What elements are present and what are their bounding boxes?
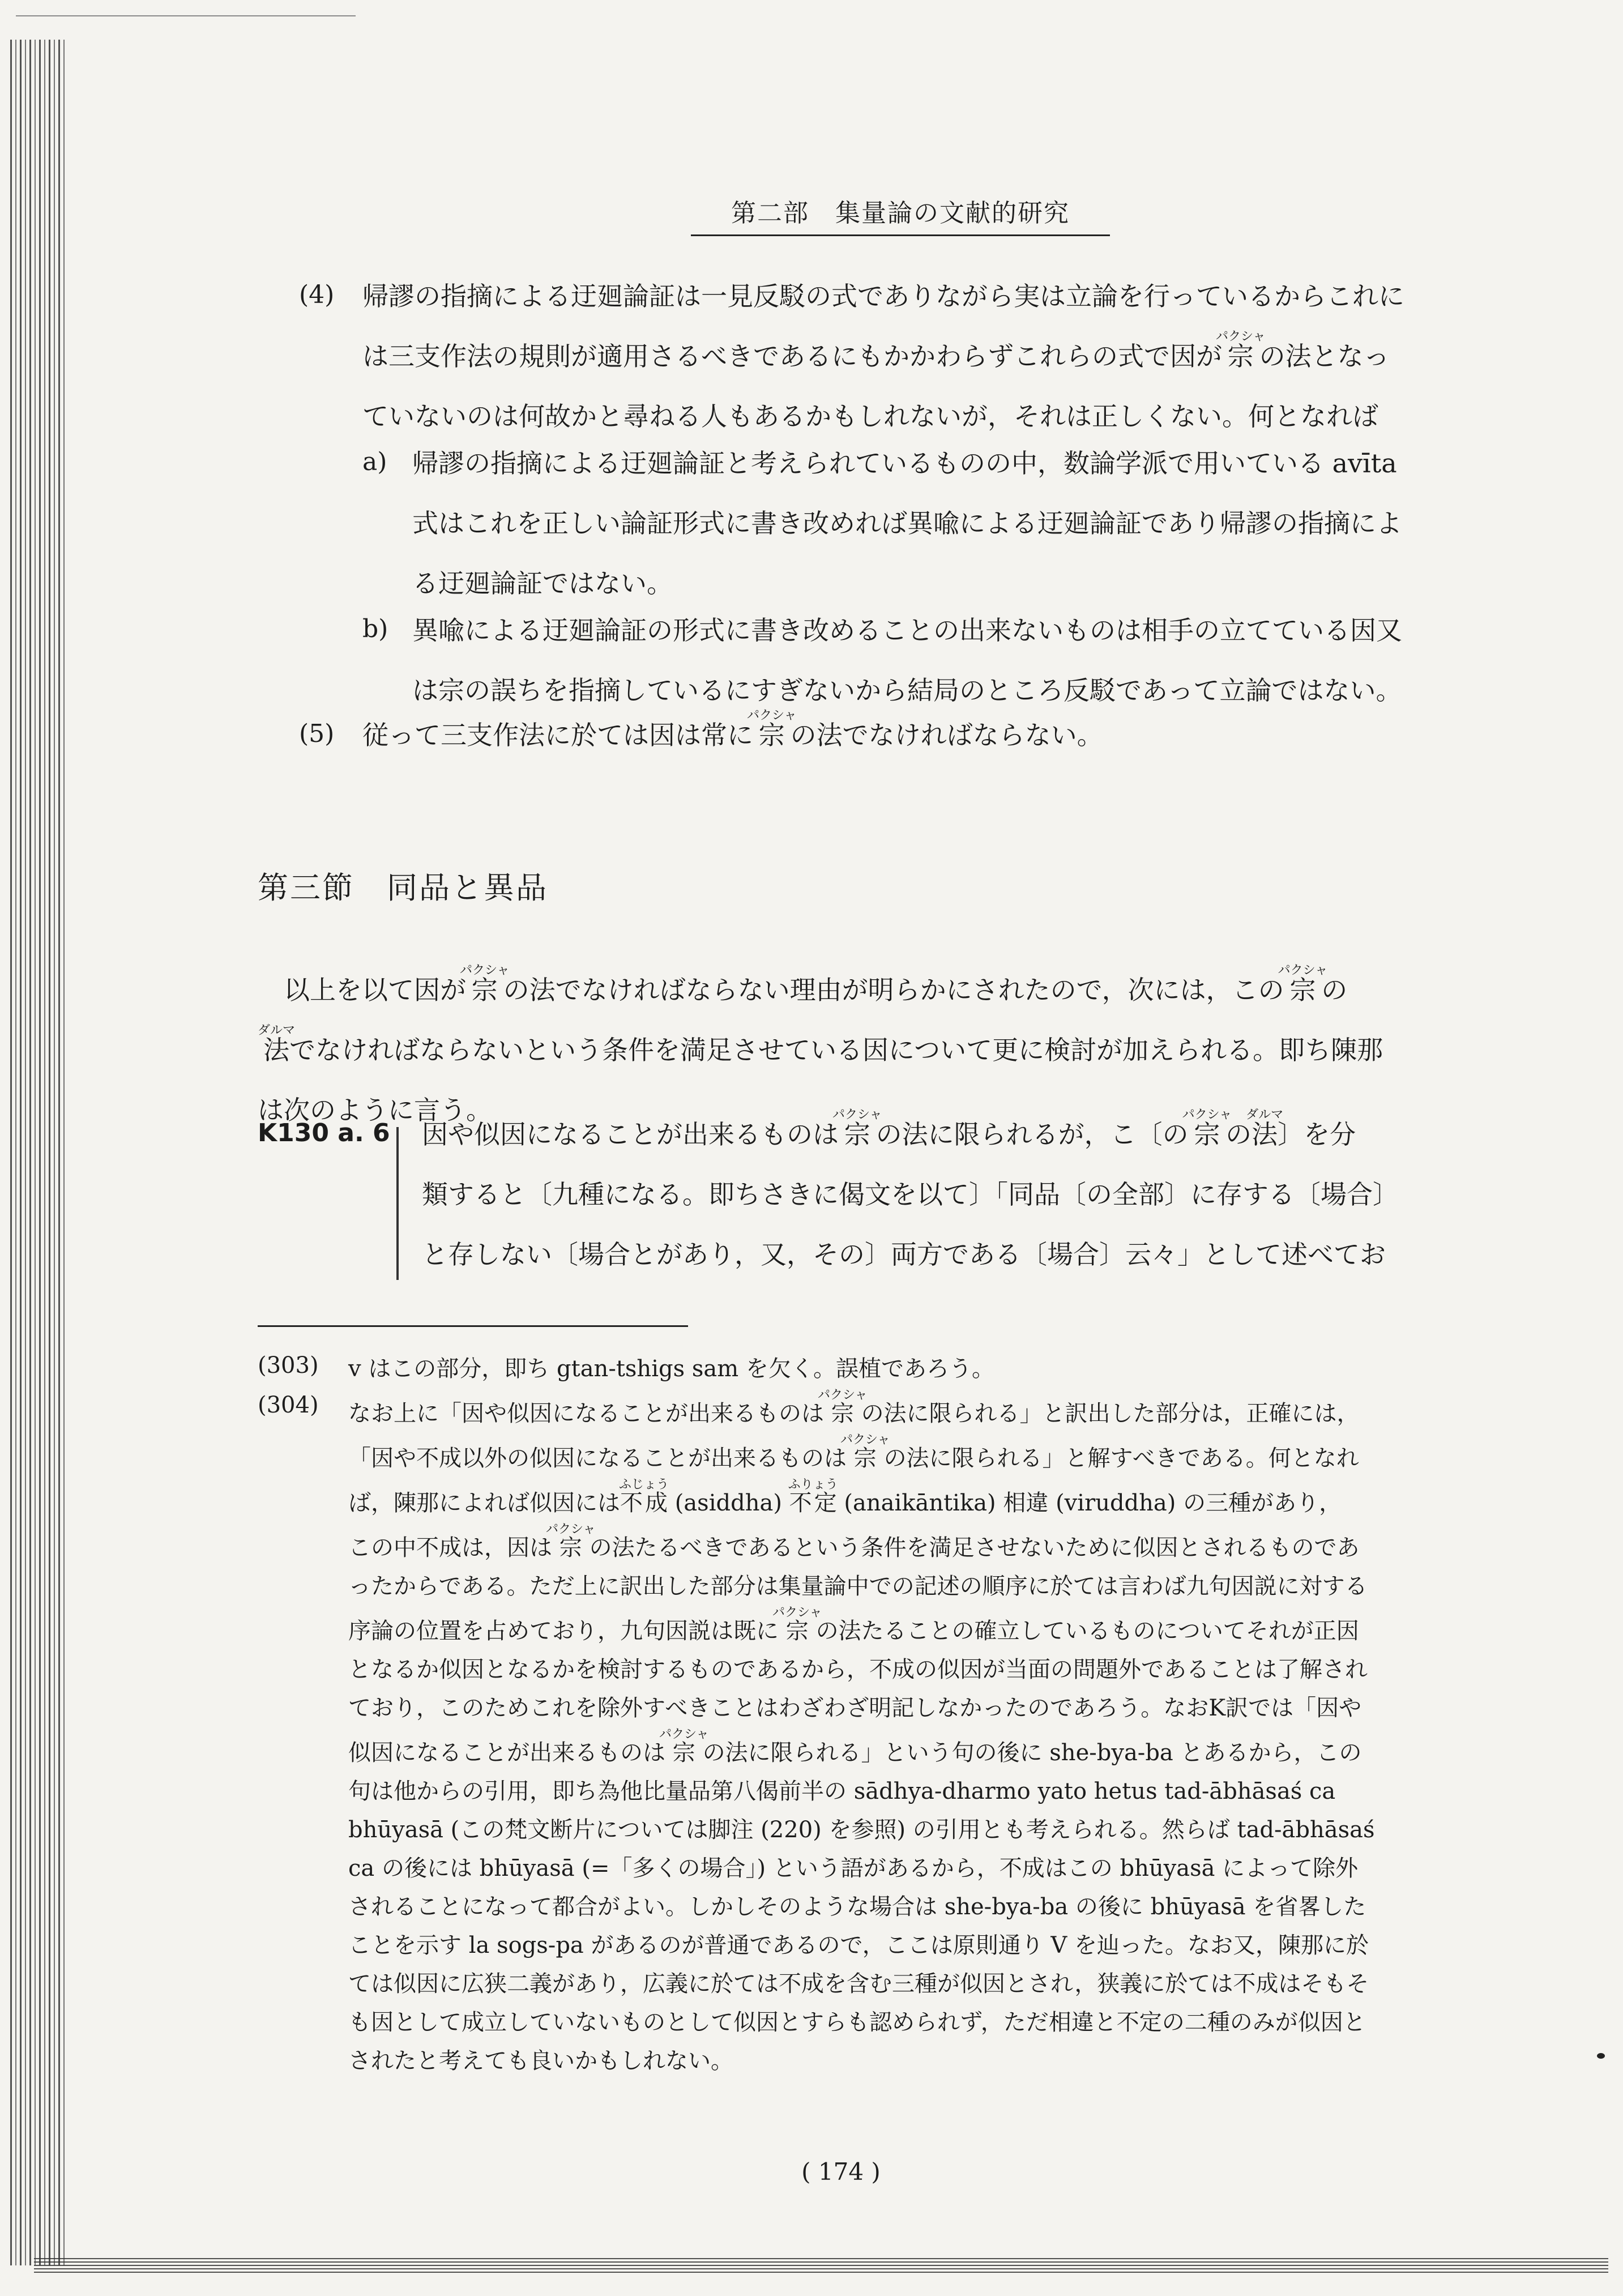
footnote-line: なお上に「因や似因になることが出来るものは宗パクシャの法に限られる」と訳出した部分は，正確には， [348, 1388, 1360, 1427]
point-5-line: 従って三支作法に於ては因は常に宗パクシャの法でなければならない。 [362, 709, 1103, 750]
footnote-303-text: v はこの部分，即ち gtan-tshigs sam を欠く。誤植であろう。 [348, 1356, 995, 1382]
ruby-shu: 宗パクシャ [840, 1433, 890, 1471]
ruby-shu: 宗パクシャ [1278, 963, 1328, 1005]
ruby-shu: 宗パクシャ [772, 1606, 822, 1644]
quote-text [422, 1104, 1399, 1284]
ruby-shu: 宗パクシャ [1216, 330, 1266, 372]
footnote-rule [258, 1325, 688, 1327]
page-number: ( 174 ) [801, 2158, 881, 2186]
quote-line: と存しない〔場合とがあり，又，その〕両方である〔場合〕云々」として述べてお [422, 1239, 1386, 1270]
ruby-fujo: 不成ふじょう [619, 1478, 669, 1516]
footnote-line: 序論の位置を占めており，九句因説は既に宗パクシャの法たることの確立しているものについてそれが正因 [348, 1606, 1359, 1644]
footnote-304 [348, 1388, 1375, 2080]
footnote-line: ことを示す la sogs-pa があるのが普通であるので，ここは原則通り V を辿った。なお又，陳那に於 [348, 1932, 1369, 1958]
ruby-ho: 法ダルマ [1246, 1108, 1284, 1150]
footnote-303 [348, 1350, 994, 1388]
binding-shadow [10, 40, 67, 2265]
point-4a-line: 帰謬の指摘による迂廻論証と考えられているものの中，数論学派で用いている avīta [412, 448, 1397, 479]
bottom-edge-shadow [34, 2257, 1608, 2273]
section-title: 第三節 同品と異品 [258, 870, 548, 906]
footnote-303-number: (303) [258, 1352, 319, 1379]
section-intro-line: は次のように言う。 [258, 1095, 492, 1125]
point-4a-line: 式はこれを正しい論証形式に書き改めれば異喩による迂廻論証であり帰謬の指摘によ [412, 508, 1402, 539]
quote-line: 類すると〔九種になる。即ちさきに偈文を以て〕「同品〔の全部〕に存する〔場合〕 [422, 1179, 1399, 1210]
footnote-304-number: (304) [258, 1392, 319, 1418]
quote-line: 因や似因になることが出来るものは宗パクシャの法に限られるが，こ〔の宗パクシャの法ダルマ〕を分 [422, 1108, 1356, 1150]
point-4b-line: は宗の誤ちを指摘しているにすぎないから結局のところ反駁であって立論ではない。 [412, 675, 1402, 706]
footnote-line: 「因や不成以外の似因になることが出来るものは宗パクシャの法に限られる」と解すべきである。何となれ [348, 1433, 1359, 1471]
footnote-line: されたと考えても良いかもしれない。 [348, 2048, 733, 2074]
ink-speck [1597, 2053, 1605, 2059]
footnote-line: 似因になることが出来るものは宗パクシャの法に限られる」という句の後に she-bya-ba とあるから，この [348, 1727, 1362, 1766]
ruby-shu: 宗パクシャ [546, 1522, 596, 1561]
footnote-line: ば，陳那によれば似因には不成ふじょう (asiddha) 不定ふりょう (anaikāntika) 相違 (viruddha) の三種があり， [348, 1478, 1342, 1516]
ruby-shu: 宗パクシャ [1182, 1108, 1232, 1150]
point-4b-line: 異喩による迂廻論証の形式に書き改めることの出来ないものは相手の立てている因又 [412, 615, 1402, 646]
section-intro-line: 以上を以て因が宗パクシャの法でなければならない理由が明らかにされたので，次には，この宗パクシャの [284, 963, 1348, 1005]
point-5-number: (5) [299, 719, 335, 748]
ruby-shu: 宗パクシャ [659, 1727, 709, 1766]
ruby-shu: 宗パクシャ [832, 1108, 882, 1150]
footnote-line: ては似因に広狭二義があり，広義に於ては不成を含む三種が似因とされ，狭義に於ては不成はそもそ [348, 1971, 1369, 1997]
point-4b-text [412, 600, 1402, 720]
point-4-text [362, 266, 1404, 446]
ruby-fujo2: 不定ふりょう [788, 1478, 838, 1516]
footnote-line: も因として成立していないものとして似因とすらも認められず，ただ相違と不定の二種のみが似因と [348, 2009, 1366, 2035]
point-5-text [362, 705, 1103, 765]
footnote-line: ったからである。ただ上に訳出した部分は集量論中での記述の順序に於ては言わば九句因説に対する [348, 1573, 1368, 1599]
point-4-number: (4) [299, 280, 335, 309]
footnote-line: となるか似因となるかを検討するものであるから，不成の似因が当面の問題外であることは了解され [348, 1657, 1368, 1683]
quote-bar [396, 1127, 399, 1280]
footnote-line: この中不成は，因は宗パクシャの法たるべきであるという条件を満足させないために似因とされるものであ [348, 1522, 1360, 1561]
ruby-shu: 宗パクシャ [818, 1388, 868, 1427]
quote-reference: K130 a. 6 [258, 1119, 390, 1147]
footnote-line: bhūyasā (この梵文断片については脚注 (220) を参照) の引用とも考えられる。然らば tad-ābhāsaś [348, 1817, 1375, 1843]
section-intro-line: 法ダルマでなければならないという条件を満足させている因について更に検討が加えられる。即ち陳那 [258, 1023, 1383, 1065]
point-4a-line: る迂廻論証ではない。 [412, 568, 673, 599]
point-4-line: 帰謬の指摘による迂廻論証は一見反駁の式でありながら実は立論を行っているからこれに [362, 281, 1404, 311]
footnote-line: ca の後には bhūyasā (=「多くの場合」) という語があるから，不成はこの bhūyasā によって除外 [348, 1855, 1359, 1881]
running-header: 第二部 集量論の文献的研究 [691, 193, 1110, 236]
footnote-line: ており，このためこれを除外すべきことはわざわざ明記しなかったのであろう。なおK訳では「因や [348, 1695, 1362, 1721]
point-4a-label: a) [362, 447, 387, 476]
footnote-line: 句は他からの引用，即ち為他比量品第八偈前半の sādhya-dharmo yato hetus tad-ābhāsaś ca [348, 1778, 1336, 1804]
point-4-line: ていないのは何故かと尋ねる人もあるかもしれないが，それは正しくない。何となれば [362, 401, 1378, 432]
point-4-line: は三支作法の規則が適用さるべきであるにもかかわらずこれらの式で因が宗パクシャの法となっ [362, 330, 1390, 372]
footnote-line: されることになって都合がよい。しかしそのような場合は she-bya-ba の後に bhūyasā を省畧した [348, 1894, 1366, 1920]
top-rule [16, 15, 356, 16]
ruby-shu: 宗パクシャ [747, 709, 797, 750]
point-4a-text [412, 433, 1402, 613]
point-4b-label: b) [362, 614, 388, 643]
ruby-ho: 法ダルマ [258, 1023, 296, 1065]
ruby-shu: 宗パクシャ [460, 963, 510, 1005]
